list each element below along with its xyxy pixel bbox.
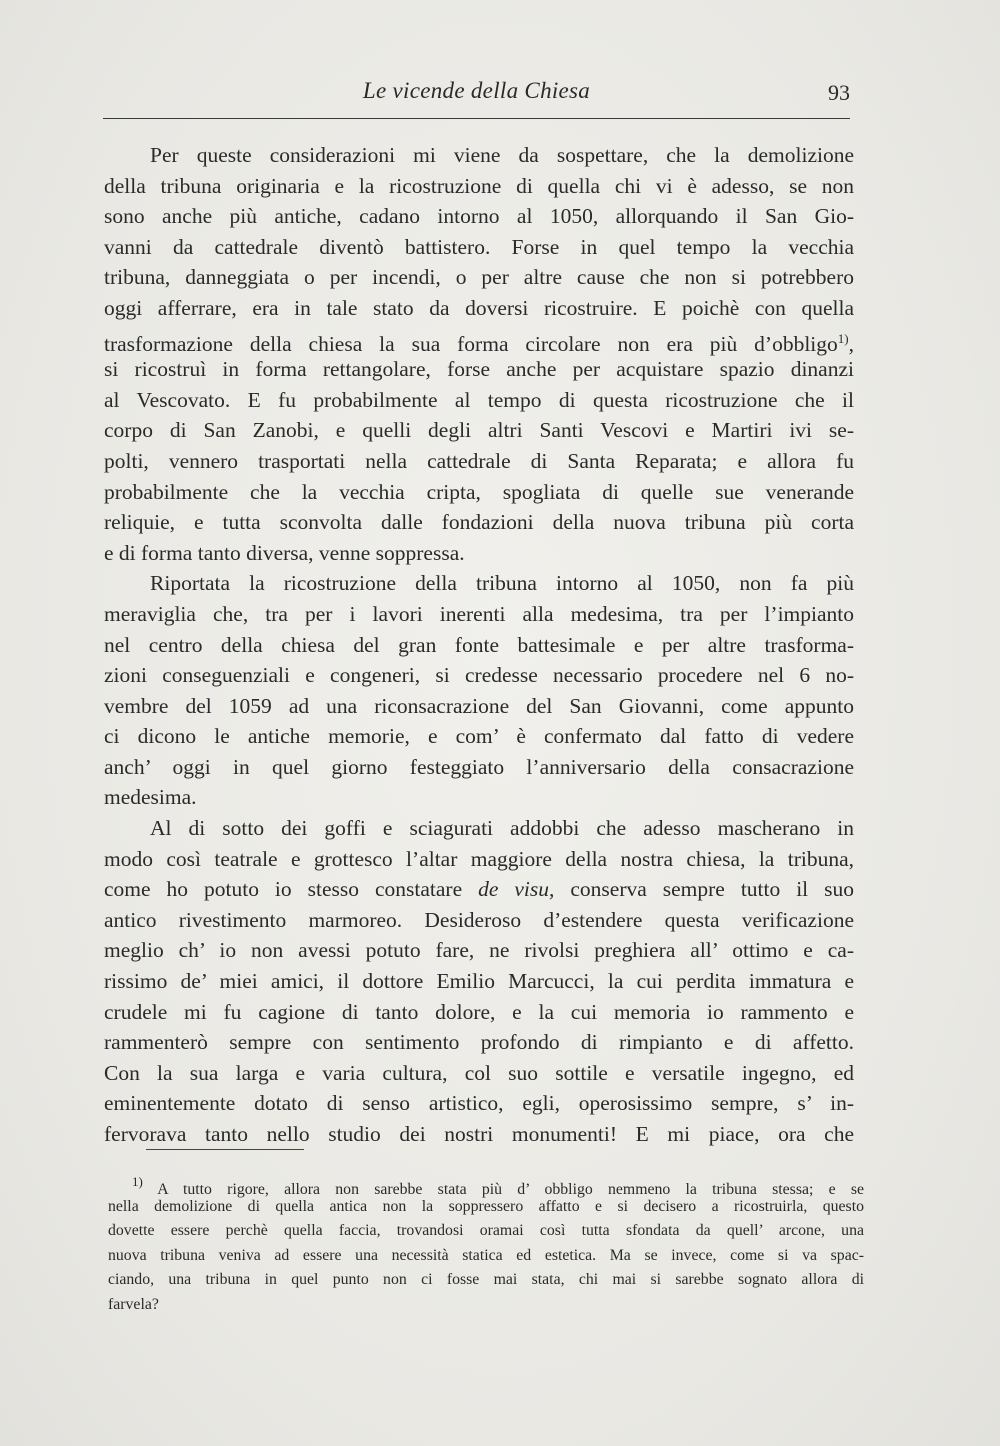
text-line: crudele mi fu cagione di tanto dolore, e la cui memoria io rammento e [104,999,854,1024]
text-line: rissimo de’ miei amici, il dottore Emilio Marcucci, la cui perdita immatura e [104,969,854,994]
text-segment: conserva sempre tutto il suo [570,877,855,902]
text-line: vembre del 1059 ad una riconsacrazione del San Giovanni, come appunto [104,693,854,718]
text-segment: trasformazione della chiesa la sua forma circolare non era più d’obbligo [104,331,838,356]
text-line: Con la sua larga e varia cultura, col suo sottile e versatile ingegno, ed [104,1060,854,1085]
text-line: vanni da cattedrale diventò battistero. Forse in quel tempo la vecchia [104,234,854,259]
text-line: Riportata la ricostruzione della tribuna intorno al 1050, non fa più [150,571,854,596]
text-line: si ricostruì in forma rettangolare, forse anche per acquistare spazio dinanzi [104,357,854,382]
footnote-line: nella demolizione di quella antica non la soppressero affatto e si decisero a ricostruirla, questo [108,1197,864,1215]
text-line: fervorava tanto nello studio dei nostri monumenti! E mi piace, ora che [104,1122,854,1146]
text-line: medesima. [104,785,197,810]
text-line: probabilmente che la vecchia cripta, spogliata di quelle sue venerande [104,479,854,504]
footnote-reference: 1) [837,330,849,346]
text-line [104,874,854,905]
body-text [104,140,854,1150]
header-rule [103,118,850,119]
text-line: anch’ oggi in quel giorno festeggiato l’anniversario della consacrazione [104,754,854,779]
text-line: al Vescovato. E fu probabilmente al tempo di questa ricostruzione che il [104,387,854,412]
footnote-line: farvela? [108,1295,159,1313]
text-line: oggi afferrare, era in tale stato da doversi ricostruire. E poichè con quella [104,295,854,320]
text-line: ci dicono le antiche memorie, e com’ è confermato dal fatto di vedere [104,724,854,749]
text-line: meraviglia che, tra per i lavori inerenti alla medesima, tra per l’impianto [104,601,854,626]
page-number: 93 [828,80,850,105]
text-line: Al di sotto dei goffi e sciagurati addobbi che adesso mascherano in [150,816,854,841]
text-line: meglio ch’ io non avessi potuto fare, ne rivolsi preghiera all’ ottimo e ca- [104,938,854,963]
text-segment: A tutto rigore, allora non sarebbe stata più d’ obbligo nemmeno la tribuna stessa; e se [157,1181,865,1198]
text-line: zioni conseguenziali e congeneri, si credesse necessario procedere nel 6 no- [104,663,854,688]
text-segment: , [848,331,854,356]
text-line: sono anche più antiche, cadano intorno al 1050, allorquando il San Gio- [104,204,854,229]
footnote-line: dovette essere perchè quella faccia, trovandosi oramai così tutta sfondata da quell’ arcone, una [108,1222,864,1239]
footnote-line [108,1170,865,1198]
text-line: corpo di San Zanobi, e quelli degli altri Santi Vescovi e Martiri ivi se- [104,418,854,443]
footnote-marker: 1) [132,1174,143,1189]
text-line: della tribuna originaria e la ricostruzione di quella chi vi è adesso, se non [104,173,854,198]
text-line: eminentemente dotato di senso artistico, egli, operosissimo sempre, s’ in- [104,1091,854,1116]
text-line: tribuna, danneggiata o per incendi, o per altre cause che non si potrebbero [104,265,854,290]
page-header [103,78,850,114]
italic-phrase: de visu, [478,877,555,902]
text-line: antico rivestimento marmoreo. Desideroso d’estendere questa verificazione [104,907,854,932]
footnotes [108,1170,864,1317]
text-line: polti, vennero trasportati nella cattedrale di Santa Reparata; e allora fu [104,448,854,473]
footnote-line: nuova tribuna veniva ad essere una necessità statica ed estetica. Ma se invece, come si va spac- [108,1246,864,1264]
footnote-line: ciando, una tribuna in quel punto non ci fosse mai stata, chi mai si sarebbe sognato allora di [108,1271,864,1288]
text-line: Per queste considerazioni mi viene da sospettare, che la demolizione [150,143,854,167]
text-line: reliquie, e tutta sconvolta dalle fondazioni della nuova tribuna più corta [104,510,854,535]
text-line: e di forma tanto diversa, venne soppressa. [104,540,465,565]
running-title: Le vicende della Chiesa [362,78,591,103]
text-line [104,324,854,355]
text-line: modo così teatrale e grottesco l’altar maggiore della nostra chiesa, la tribuna, [104,846,854,871]
text-line: rammenterò sempre con sentimento profondo di rimpianto e di affetto. [104,1030,854,1055]
text-line: nel centro della chiesa del gran fonte battesimale e per altre trasforma- [104,632,854,657]
footnote-rule [146,1149,304,1150]
text-segment: come ho potuto io stesso constatare [104,877,463,902]
